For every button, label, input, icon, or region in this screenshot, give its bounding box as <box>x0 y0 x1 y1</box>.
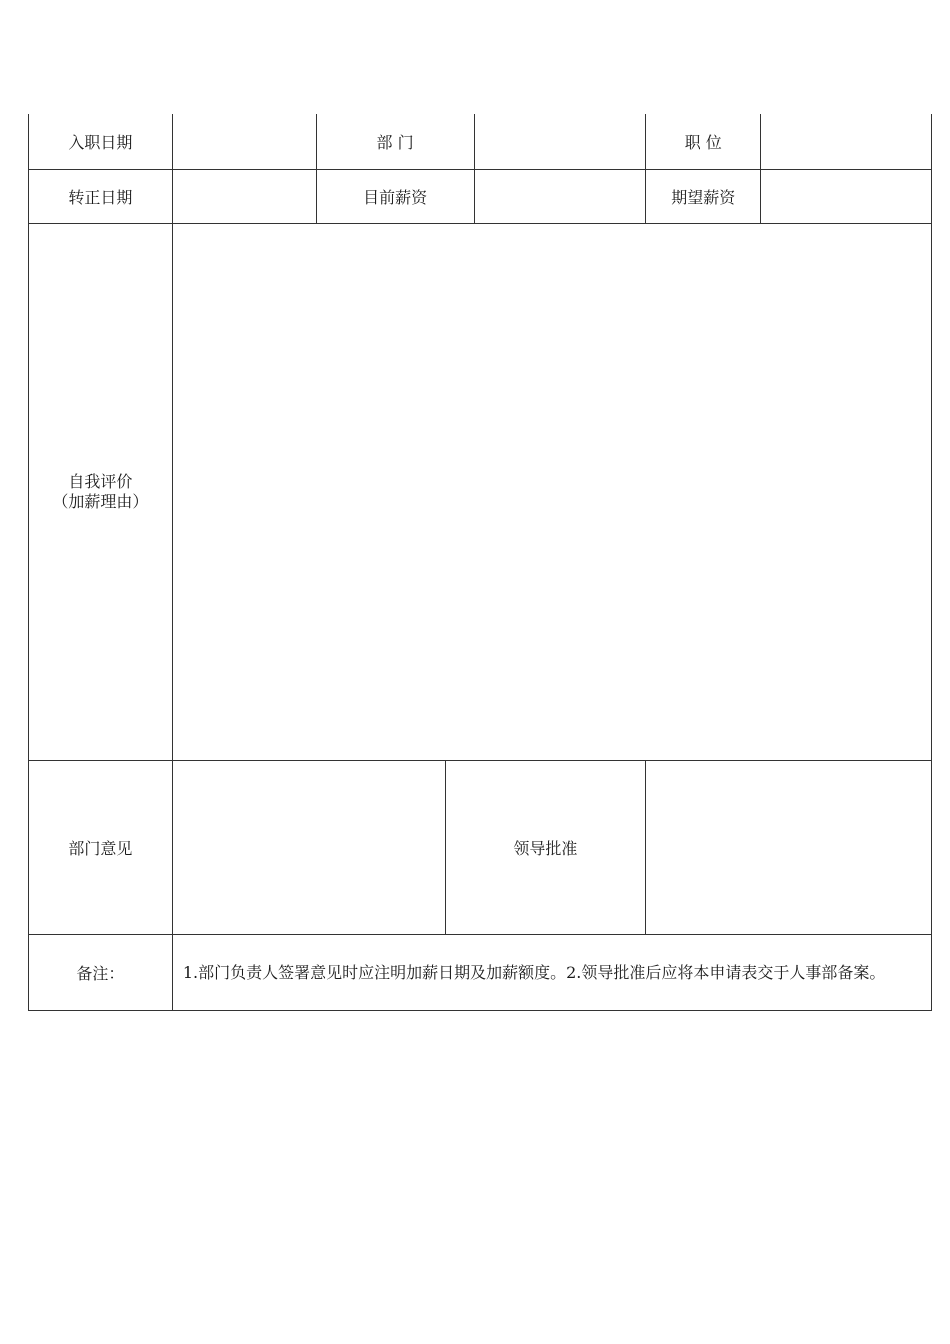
position-label: 职 位 <box>646 114 761 169</box>
current-salary-label: 目前薪资 <box>317 170 475 223</box>
form-row-entry <box>28 114 932 170</box>
leader-approval-field[interactable] <box>646 761 932 934</box>
self-evaluation-label: 自我评价 <box>68 472 133 491</box>
dept-opinion-field[interactable] <box>173 761 446 934</box>
note-text: 1.部门负责人签署意见时应注明加薪日期及加薪额度。2.领导批准后应将本申请表交于人事部备案。 <box>173 935 932 1010</box>
form-row-self-evaluation <box>28 224 932 761</box>
form-row-notes <box>28 935 932 1011</box>
self-evaluation-label-cell <box>29 224 173 760</box>
department-field[interactable] <box>475 114 647 169</box>
form-row-opinions <box>28 761 932 935</box>
entry-date-field[interactable] <box>173 114 317 169</box>
department-label: 部 门 <box>317 114 475 169</box>
self-evaluation-sublabel: （加薪理由） <box>52 492 149 511</box>
expected-salary-field[interactable] <box>761 170 932 223</box>
self-evaluation-field[interactable] <box>173 224 932 760</box>
entry-date-label: 入职日期 <box>29 114 173 169</box>
dept-opinion-label: 部门意见 <box>29 761 173 934</box>
salary-raise-form <box>28 114 932 1011</box>
position-field[interactable] <box>761 114 932 169</box>
confirm-date-field[interactable] <box>173 170 317 223</box>
expected-salary-label: 期望薪资 <box>646 170 761 223</box>
leader-approval-label: 领导批准 <box>446 761 647 934</box>
current-salary-field[interactable] <box>475 170 647 223</box>
form-row-salary <box>28 170 932 224</box>
note-label: 备注： <box>29 935 173 1010</box>
confirm-date-label: 转正日期 <box>29 170 173 223</box>
